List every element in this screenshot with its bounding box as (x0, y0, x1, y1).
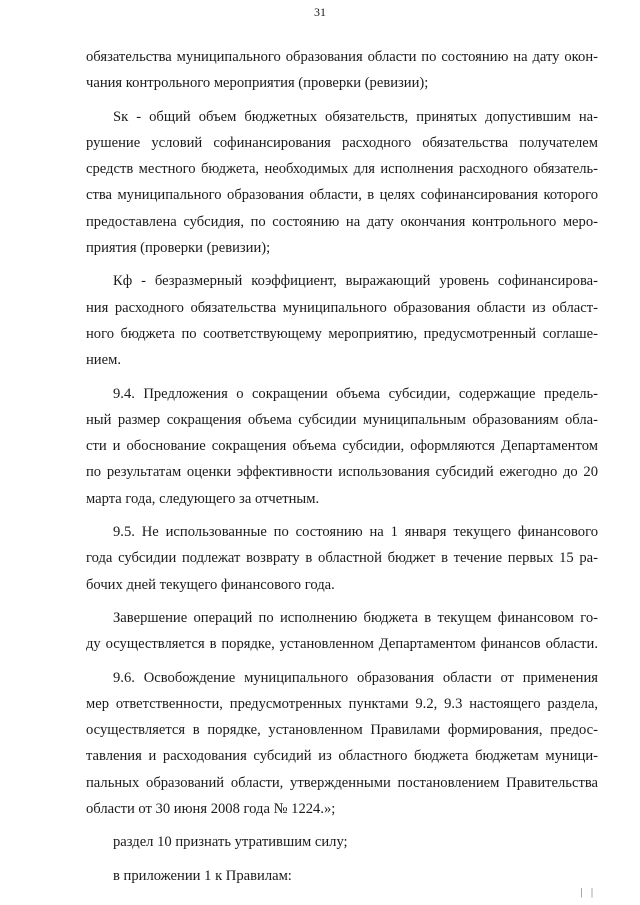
text-line: сти и обоснование сокращения объема субсидии, оформляются Департаментом (86, 438, 598, 455)
text-line: раздел 10 признать утратившим силу; (113, 834, 348, 851)
text-line: предоставлена субсидия, по состоянию на дату окончания контрольного меро- (86, 213, 598, 230)
text-line: осуществляется в порядке, установленном Правилами формирования, предос- (86, 722, 598, 739)
text-line: 9.5. Не использованные по состоянию на 1 января текущего финансового (113, 524, 598, 541)
text-line: Завершение операций по исполнению бюджета в текущем финансовом го- (113, 609, 598, 626)
text-line: 9.6. Освобождение муниципального образования области от применения (113, 669, 598, 686)
page-number: 31 (314, 5, 326, 19)
text-line: пальных образований области, утвержденными постановлением Правительства (86, 774, 598, 791)
text-line: ного бюджета по соответствующему мероприятию, предусмотренный соглаше- (86, 325, 598, 342)
text-line: средств местного бюджета, необходимых для исполнения расходного обязатель- (86, 161, 598, 178)
text-line: ства муниципального образования области, в целях софинансирования которого (86, 187, 598, 204)
scan-mark: | | (580, 887, 596, 898)
text-line: области от 30 июня 2008 года № 1224.»; (86, 801, 336, 818)
text-line: ния расходного обязательства муниципального образования области из област- (86, 299, 598, 316)
text-line: чания контрольного мероприятия (проверки (ревизии); (86, 75, 429, 92)
text-line: марта года, следующего за отчетным. (86, 490, 320, 507)
text-line: мер ответственности, предусмотренных пунктами 9.2, 9.3 настоящего раздела, (86, 695, 598, 712)
text-line: нием. (86, 352, 121, 369)
text-line: в приложении 1 к Правилам: (113, 867, 292, 884)
text-line: Кф - безразмерный коэффициент, выражающий уровень софинансирова- (113, 273, 598, 290)
text-line: года субсидии подлежат возврату в областной бюджет в течение первых 15 ра- (86, 550, 598, 567)
document-body (86, 44, 598, 889)
text-line: рушение условий софинансирования расходного обязательства получателем (86, 134, 598, 151)
text-line: приятия (проверки (ревизии); (86, 240, 271, 257)
text-line: ный размер сокращения объема субсидии муниципальным образованиям обла- (86, 411, 598, 428)
text-line: 9.4. Предложения о сокращении объема субсидии, содержащие предель- (113, 385, 598, 402)
text-line: тавления и расходования субсидий из областного бюджета бюджетам муници- (86, 748, 598, 765)
text-line: бочих дней текущего финансового года. (86, 576, 335, 593)
text-line: обязательства муниципального образования области по состоянию на дату окон- (86, 49, 598, 65)
text-line: ду осуществляется в порядке, установленном Департаментом финансов области. (86, 636, 598, 653)
text-line: Sк - общий объем бюджетных обязательств, принятых допустившим на- (113, 108, 598, 125)
text-line: по результатам оценки эффективности использования субсидий ежегодно до 20 (86, 464, 598, 481)
